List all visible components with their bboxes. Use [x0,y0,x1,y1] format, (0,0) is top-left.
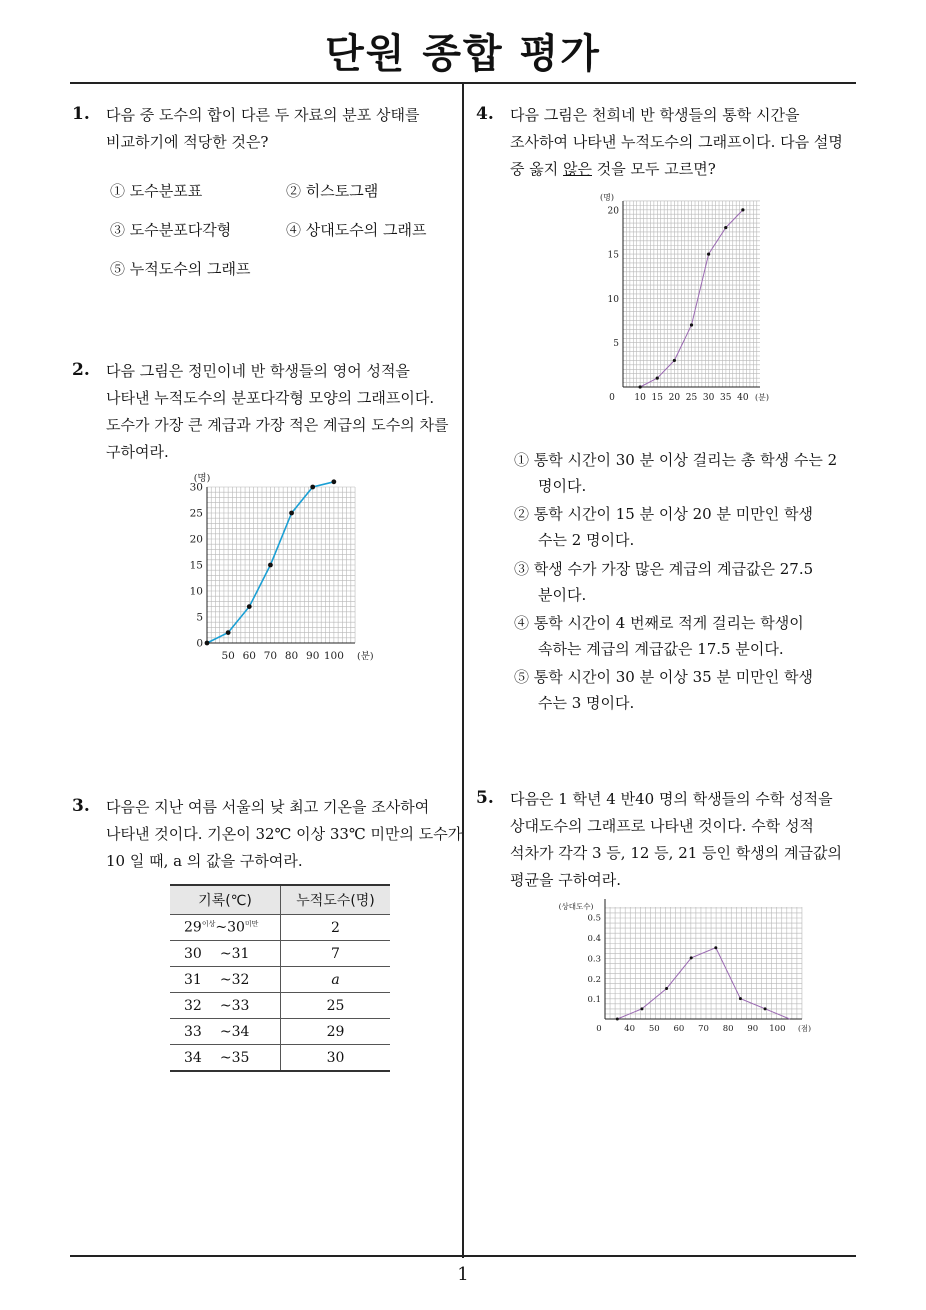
q4-choice-2-cont: 수는 2 명이다. [538,531,635,549]
q2-text [106,358,448,466]
range-below-marker: 미만 [244,920,259,929]
q1-text [106,102,419,156]
q4-line [510,156,843,183]
q2-line: 도수가 가장 큰 계급과 가장 적은 계급의 도수의 차를 [106,416,449,434]
range-to: 35 [231,1049,250,1066]
table-row [170,993,390,1019]
data-point [714,946,717,949]
y-tick-label: 15 [607,250,619,261]
range-above-marker: 이상 [201,920,216,929]
range-tilde: ~ [219,945,232,962]
y-tick-label: 20 [607,206,619,217]
data-point [739,997,742,1000]
x-tick-label: 90 [306,650,320,662]
q4-line: 다음 그림은 천희네 반 학생들의 통학 시간을 [510,106,800,124]
q1-line: 다음 중 도수의 합이 다른 두 자료의 분포 상태를 [106,106,420,124]
x-axis-label: (분) [357,651,374,662]
q3-temperature-table [170,884,390,1072]
x-tick-label: 30 [702,393,715,403]
data-point [616,1018,619,1021]
table-row [170,967,390,993]
x-tick-label: 100 [769,1024,786,1034]
data-point [640,1007,643,1010]
data-point [673,359,676,362]
table-row [170,1019,390,1045]
y-tick-label: 5 [196,611,203,624]
data-point [268,563,273,568]
x-tick-label: 90 [747,1024,759,1034]
x-tick-label: 70 [698,1024,709,1034]
q4-choice-5[interactable]: ⑤ 통학 시간이 30 분 이상 35 분 미만인 학생 [514,668,813,686]
y-tick-label: 10 [189,585,203,598]
x-tick-label: 50 [221,650,235,662]
table-cell-range [170,1045,281,1072]
range-tilde: ~ [215,919,228,936]
range-to: 32 [231,971,250,988]
q4-choice-2[interactable]: ② 통학 시간이 15 분 이상 20 분 미만인 학생 [514,505,813,523]
q4-choice-1-cont: 명이다. [538,477,587,495]
data-point [205,641,210,646]
data-point [690,956,693,959]
range-from: 34 [184,1049,202,1066]
q4-choice-3-cont: 분이다. [538,586,587,604]
y-axis-label: (상대도수) [558,902,594,911]
origin-label: 0 [609,393,615,403]
data-point [331,479,336,484]
y-tick-label: 10 [607,294,619,305]
y-tick-label: 20 [189,533,203,546]
data-point [741,208,744,211]
range-to: 30 [227,919,245,936]
data-point [656,377,659,380]
range-to: 31 [231,945,250,962]
table-cell-range [170,993,281,1019]
x-tick-label: 60 [242,650,256,662]
q4-choice-1[interactable]: ① 통학 시간이 30 분 이상 걸리는 총 학생 수는 2 [514,451,838,469]
q5-line: 평균을 구하여라. [510,871,621,889]
q4-number: 4. [476,104,494,124]
x-axis-label: (점) [798,1024,812,1033]
range-from: 31 [184,971,202,988]
table-cell-value: 25 [281,993,391,1019]
q1-line: 비교하기에 적당한 것은? [106,133,269,151]
q3-line: 10 일 때, a 의 값을 구하여라. [106,852,303,870]
data-point [707,253,710,256]
range-from: 32 [184,997,202,1014]
column-divider [462,83,464,1258]
range-from: 29 [184,919,202,936]
q2-cumulative-frequency-chart [185,470,405,665]
x-tick-label: 35 [720,393,732,403]
table-row [170,1045,390,1072]
x-tick-label: 10 [634,393,646,403]
q4-line-pre: 중 옳지 [510,160,564,178]
y-tick-label: 30 [189,481,203,494]
y-tick-label: 15 [189,559,203,572]
footer-rule [70,1255,856,1257]
data-point [639,385,642,388]
x-tick-label: 60 [673,1024,685,1034]
q1-option-3[interactable]: ③ 도수분포다각형 [110,221,232,239]
table-cell-range [170,1019,281,1045]
range-from: 30 [184,945,202,962]
data-point [289,511,294,516]
table-row [170,915,390,941]
x-tick-label: 100 [323,650,344,662]
range-tilde: ~ [219,997,232,1014]
table-header: 누적도수(명) [281,885,391,915]
y-tick-label: 5 [613,339,619,350]
x-tick-label: 20 [668,393,681,403]
x-tick-label: 80 [722,1024,734,1034]
q5-line: 석차가 각각 3 등, 12 등, 21 등인 학생의 계급값의 [510,844,843,862]
q5-number: 5. [476,788,494,808]
q3-number: 3. [72,796,90,816]
data-point [690,323,693,326]
q3-line: 다음은 지난 여름 서울의 낮 최고 기온을 조사하여 [106,798,430,816]
x-tick-label: 25 [685,393,698,403]
q4-choice-3[interactable]: ③ 학생 수가 가장 많은 계급의 계급값은 27.5 [514,560,814,578]
q4-choice-5-cont: 수는 3 명이다. [538,694,635,712]
q4-text [510,102,843,183]
q4-choice-4[interactable]: ④ 통학 시간이 4 번째로 적게 걸리는 학생이 [514,614,804,632]
q4-underlined-word: 않은 [563,160,592,178]
data-point [665,987,668,990]
q5-relative-frequency-chart [548,895,823,1040]
page-number: 1 [457,1264,469,1285]
q1-option-2[interactable]: ② 히스토그램 [286,182,379,200]
origin-label: 0 [596,1024,602,1034]
x-tick-label: 70 [263,650,278,662]
q5-line: 다음은 1 학년 4 반40 명의 학생들의 수학 성적을 [510,790,833,808]
x-tick-label: 50 [648,1024,660,1034]
q2-line: 다음 그림은 정민이네 반 학생들의 영어 성적을 [106,362,410,380]
data-point [226,630,231,635]
q5-line: 상대도수의 그래프로 나타낸 것이다. 수학 성적 [510,817,814,835]
q3-text [106,794,462,875]
y-tick-label: 25 [189,507,203,520]
q4-line-post: 것을 모두 고르면? [592,160,716,178]
data-point [724,226,727,229]
y-axis-label: (명) [600,193,614,202]
x-axis-label: (분) [755,393,769,402]
x-tick-label: 15 [651,393,663,403]
q4-choice-4-cont: 속하는 계급의 계급값은 17.5 분이다. [538,640,784,658]
y-tick-label: 0.3 [587,954,601,965]
y-axis-label: (명) [193,473,211,484]
y-tick-label: 0 [196,637,203,650]
table-row [170,941,390,967]
table-cell-range [170,915,281,941]
table-cell-value: 2 [281,915,391,941]
range-tilde: ~ [219,1049,232,1066]
table-cell-value: 7 [281,941,391,967]
y-tick-label: 0.5 [587,913,601,924]
q1-option-4[interactable]: ④ 상대도수의 그래프 [286,221,427,239]
x-tick-label: 80 [284,650,299,662]
x-tick-label: 40 [737,393,749,403]
q1-option-5[interactable]: ⑤ 누적도수의 그래프 [110,260,251,278]
table-cell-value: 30 [281,1045,391,1072]
q2-number: 2. [72,360,90,380]
data-point [310,485,315,490]
q2-line: 나타낸 누적도수의 분포다각형 모양의 그래프이다. [106,389,435,407]
q4-line: 조사하여 나타낸 누적도수의 그래프이다. 다음 설명 [510,133,843,151]
range-tilde: ~ [219,1023,232,1040]
y-tick-label: 0.1 [587,995,601,1006]
q5-text [510,786,842,894]
q1-number: 1. [72,104,90,124]
range-tilde: ~ [219,971,232,988]
data-point [247,604,252,609]
q2-line: 구하여라. [106,443,169,461]
q1-option-1[interactable]: ① 도수분포표 [110,182,203,200]
table-cell-range [170,941,281,967]
table-header: 기록(℃) [170,885,281,915]
q3-line: 나타낸 것이다. 기온이 32℃ 이상 33℃ 미만의 도수가 [106,825,463,843]
range-to: 34 [231,1023,250,1040]
range-to: 33 [231,997,250,1014]
y-tick-label: 0.2 [587,974,601,985]
x-tick-label: 40 [624,1024,636,1034]
y-tick-label: 0.4 [587,934,601,945]
range-from: 33 [184,1023,202,1040]
q4-cumulative-frequency-chart [590,190,780,405]
table-cell-value: a [281,967,391,993]
data-point [764,1007,767,1010]
table-cell-range [170,967,281,993]
page-title: 단원 종합 평가 [325,31,601,77]
table-cell-value: 29 [281,1019,391,1045]
